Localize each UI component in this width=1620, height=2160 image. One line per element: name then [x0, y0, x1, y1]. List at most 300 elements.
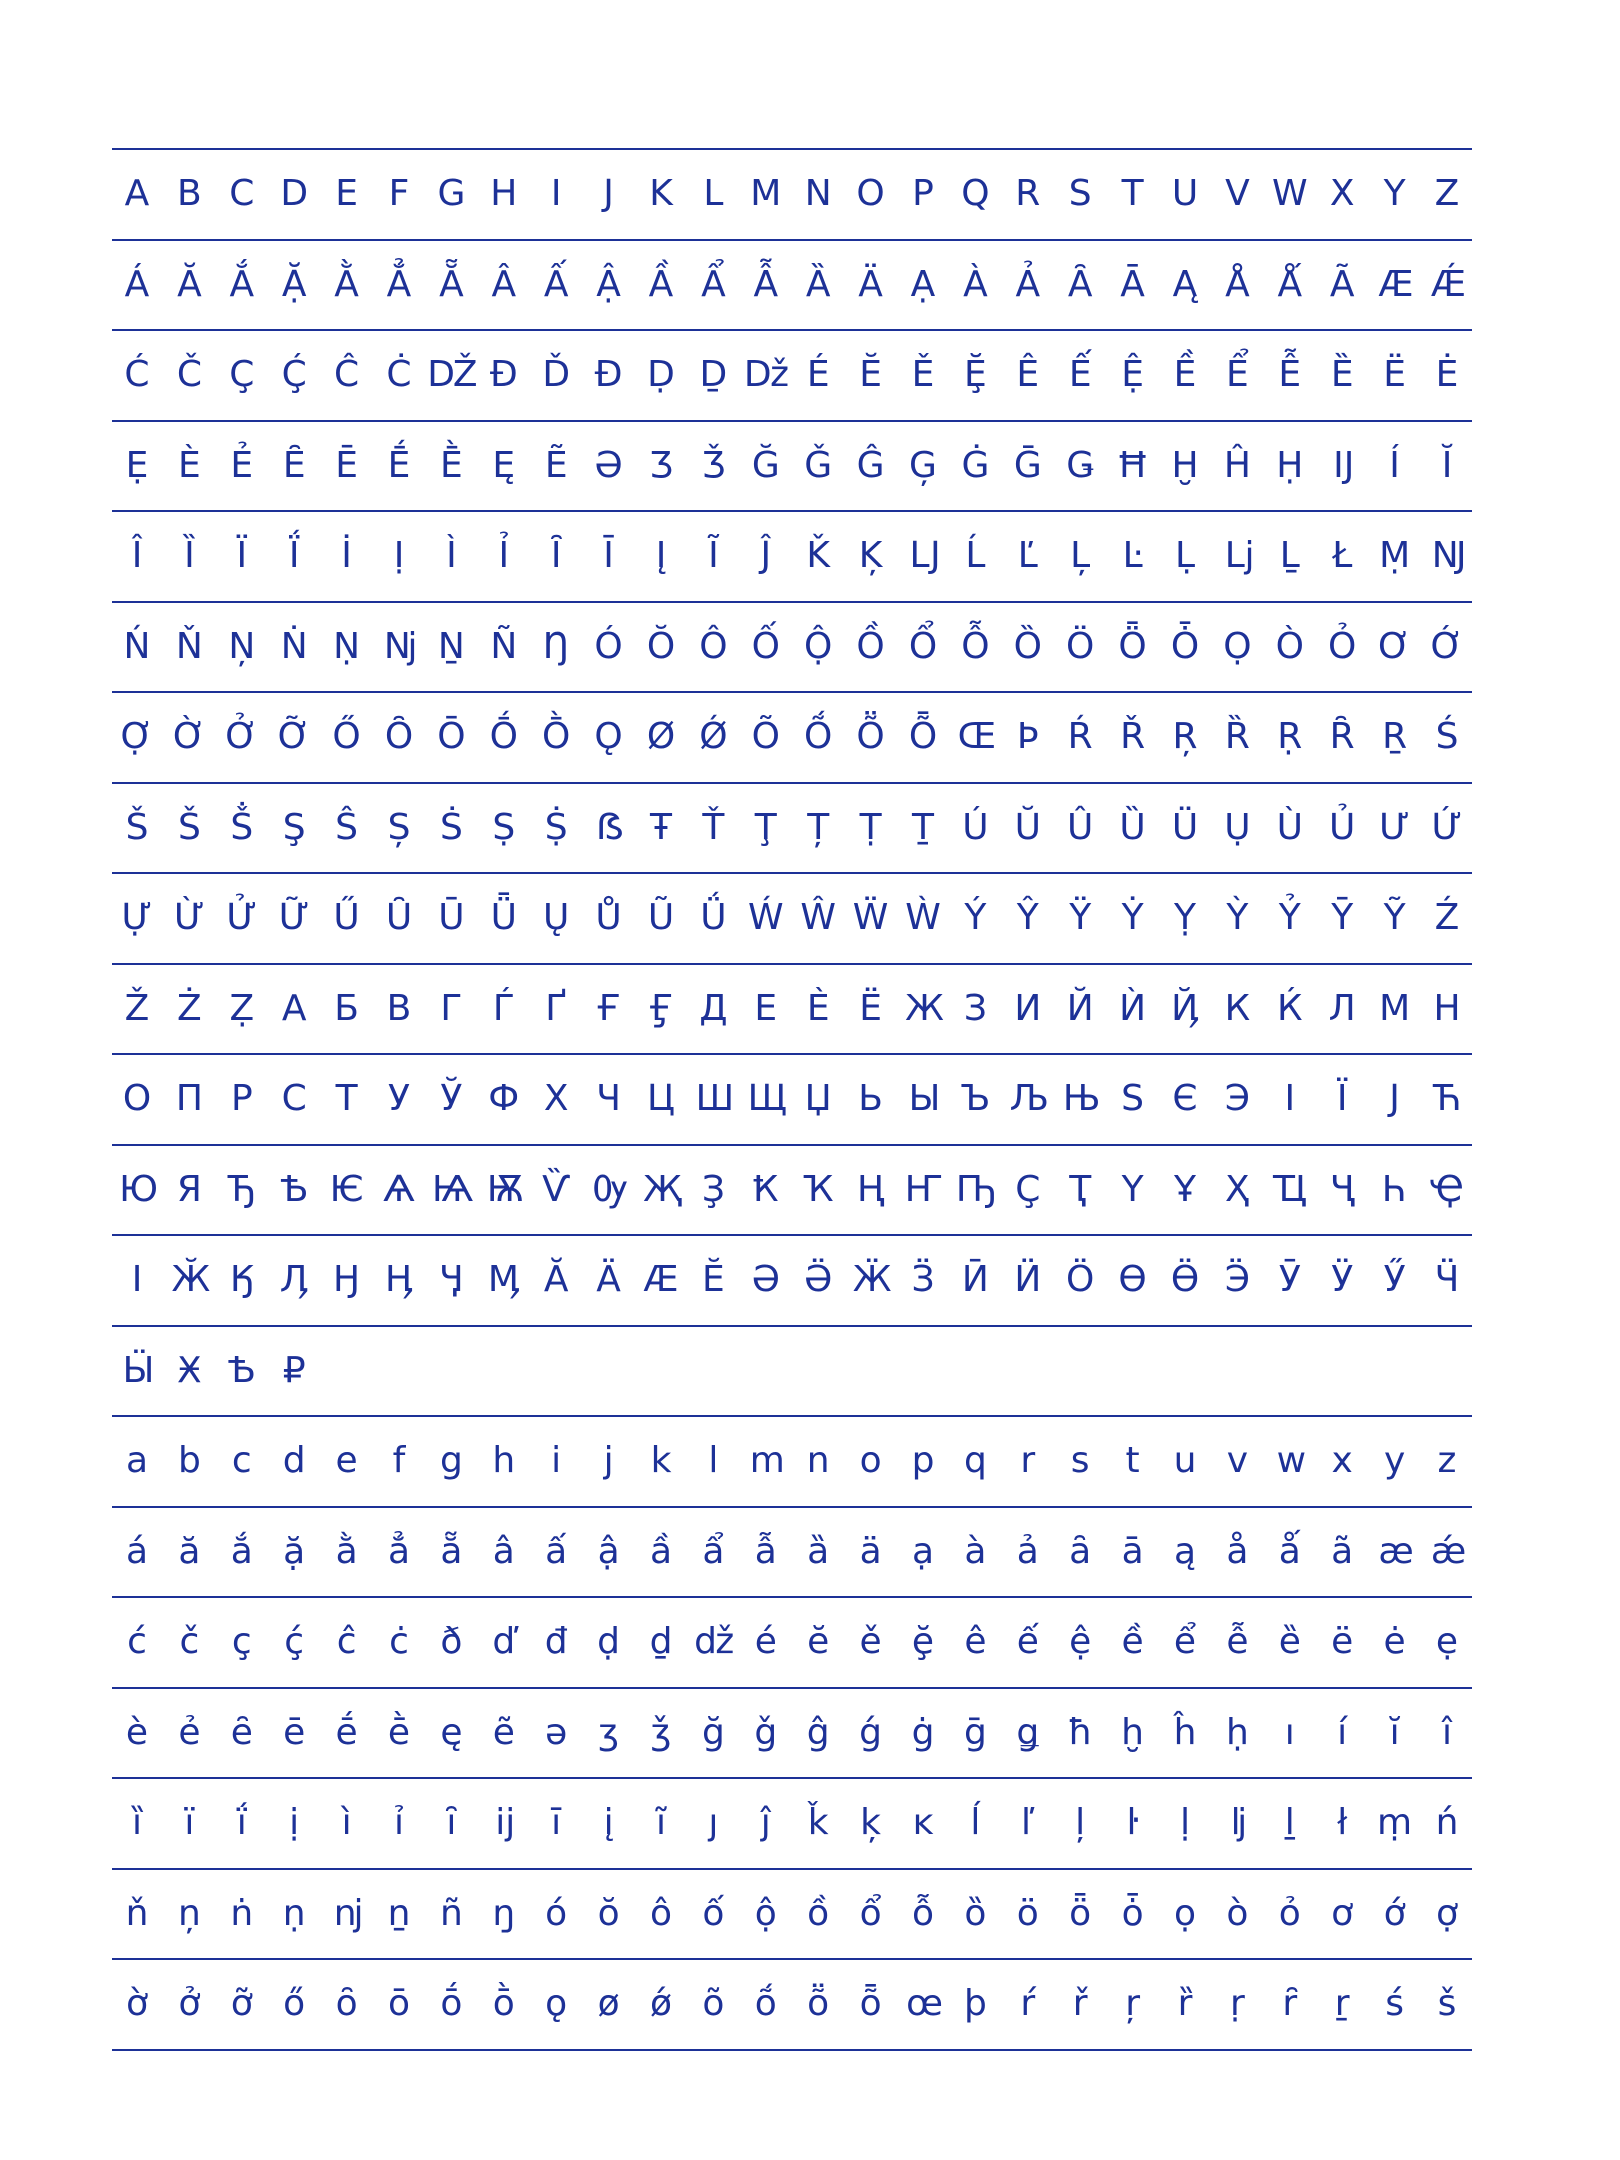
glyph-row [112, 150, 1472, 241]
glyph: Ҫ [1015, 1168, 1041, 1210]
glyph: Ĵ [760, 535, 772, 576]
glyph: Ó [594, 625, 623, 667]
glyph: Я [176, 1168, 202, 1210]
glyph: Í [1389, 444, 1400, 486]
glyph: З [963, 987, 987, 1029]
glyph: Ć [124, 354, 150, 395]
glyph: Ғ [596, 987, 621, 1029]
glyph: Ҳ [1225, 1168, 1250, 1210]
glyph: ħ [1067, 1711, 1093, 1753]
glyph: ṅ [230, 1892, 254, 1934]
glyph: Ǖ [490, 897, 517, 938]
glyph: Ҿ [1430, 1168, 1464, 1210]
glyph: В [386, 987, 412, 1029]
glyph: M [750, 173, 782, 214]
glyph: X [1329, 173, 1355, 214]
glyph: ȉ [131, 1802, 142, 1843]
glyph: Г [440, 987, 463, 1029]
glyph: Ṑ [542, 716, 571, 757]
glyph: ȑ [1177, 1983, 1193, 2024]
glyph: Ặ [281, 263, 307, 305]
glyph-row [112, 1598, 1472, 1689]
glyph: ḯ [236, 1802, 247, 1843]
glyph: œ [906, 1983, 940, 2024]
glyph-row [112, 1779, 1472, 1870]
glyph: Č [176, 354, 202, 395]
glyph: ớ [1383, 1892, 1406, 1934]
glyph: ś [1385, 1983, 1404, 2024]
glyph: đ [544, 1621, 568, 1662]
glyph: ṛ [1229, 1983, 1245, 2024]
glyph: Ҭ [1069, 1168, 1092, 1210]
glyph: p [911, 1440, 935, 1481]
glyph: Î [131, 535, 143, 576]
glyph: è [125, 1711, 149, 1753]
glyph: Ň [175, 625, 203, 667]
glyph: ḡ [963, 1711, 987, 1753]
glyph: ị [289, 1802, 300, 1843]
glyph: æ [1378, 1530, 1411, 1572]
glyph: Ẓ [229, 987, 255, 1029]
glyph: Ṃ [1379, 535, 1411, 576]
glyph-row [112, 422, 1472, 513]
glyph: ṑ [492, 1983, 515, 2024]
glyph: Ӳ [1383, 1259, 1406, 1300]
glyph: Ạ [910, 263, 936, 305]
glyph: Ę [492, 444, 516, 486]
glyph-row [112, 1146, 1472, 1237]
glyph: Ư [1379, 806, 1411, 848]
glyph: Ī [603, 535, 614, 576]
glyph: ȋ [446, 1802, 457, 1843]
glyph: Ô [699, 625, 728, 667]
glyph: Ȃ [1067, 263, 1093, 305]
glyph: í [1337, 1711, 1348, 1753]
glyph: Ẅ [852, 897, 889, 938]
glyph: T [1121, 173, 1144, 214]
glyph: ê [964, 1621, 987, 1662]
glyph: F [388, 173, 410, 214]
glyph: Ш [695, 1078, 732, 1119]
glyph: Ầ [648, 263, 674, 305]
glyph: Џ [804, 1078, 832, 1119]
glyph: Ӭ [1224, 1259, 1250, 1300]
glyph-row [112, 1960, 1472, 2051]
glyph: ã [1331, 1530, 1354, 1572]
glyph: Ҡ [802, 1168, 834, 1210]
glyph: ĥ [1173, 1711, 1197, 1753]
glyph: d [282, 1440, 306, 1481]
glyph: ć [127, 1621, 147, 1662]
glyph: Ȑ [1224, 716, 1250, 757]
glyph: Ŀ [1122, 535, 1143, 576]
glyph-chart [112, 148, 1472, 2051]
glyph: Ȏ [384, 716, 414, 757]
glyph: Ǆ [427, 354, 476, 395]
glyph-row [112, 1508, 1472, 1599]
glyph: Ḕ [440, 444, 463, 486]
glyph: Ӹ [122, 1349, 152, 1391]
glyph: ₽ [282, 1349, 306, 1391]
glyph: Ł [1332, 535, 1353, 576]
glyph: ồ [807, 1892, 830, 1934]
glyph: Ñ [490, 625, 518, 667]
glyph: Ợ [120, 716, 154, 757]
glyph: Й [1066, 987, 1094, 1029]
glyph: ằ [335, 1530, 358, 1572]
glyph: Ỷ [1278, 897, 1301, 938]
glyph: Ṡ [439, 806, 463, 848]
glyph: i [551, 1440, 562, 1481]
glyph: Ĥ [1223, 444, 1251, 486]
glyph: Ў [440, 1078, 463, 1119]
glyph: a [125, 1440, 149, 1481]
glyph: Ǻ [1277, 263, 1303, 305]
glyph: Ụ [1224, 806, 1251, 848]
glyph: Ï [236, 535, 248, 576]
glyph: c [231, 1440, 252, 1481]
glyph: ẫ [754, 1530, 777, 1572]
glyph: ĵ [760, 1802, 771, 1843]
glyph: Ӥ [1014, 1259, 1042, 1300]
glyph: Ȕ [1119, 806, 1146, 848]
glyph: Ə [594, 444, 623, 486]
glyph: Ȭ [908, 716, 938, 757]
glyph: ņ [177, 1892, 201, 1934]
glyph: ó [545, 1892, 568, 1934]
glyph: ʒ [598, 1711, 619, 1753]
glyph: Ở [225, 716, 259, 757]
glyph: ǆ [694, 1621, 733, 1662]
glyph: Ҧ [955, 1168, 995, 1210]
glyph: Ӌ [439, 1259, 464, 1300]
glyph: n [806, 1440, 830, 1481]
glyph: Ħ [1116, 444, 1150, 486]
glyph: Ӕ [643, 1259, 679, 1300]
glyph: Ộ [804, 625, 833, 667]
glyph: Ӑ [543, 1259, 569, 1300]
glyph: Ŧ [650, 806, 672, 848]
glyph: Ä [858, 263, 883, 305]
glyph: Ŋ [542, 625, 570, 667]
glyph: ḏ [649, 1621, 673, 1662]
glyph: Ӫ [1170, 1259, 1200, 1300]
glyph: Ḏ [699, 354, 728, 395]
glyph: Ȱ [1170, 625, 1200, 667]
glyph: Ӯ [1278, 1259, 1301, 1300]
glyph: Đ [594, 354, 623, 395]
glyph: ḗ [335, 1711, 358, 1753]
glyph: ī [551, 1802, 562, 1843]
glyph: ȍ [964, 1892, 987, 1934]
glyph: V [1225, 173, 1250, 214]
glyph: f [392, 1440, 406, 1481]
glyph: Þ [1016, 716, 1039, 757]
glyph: E [335, 173, 358, 214]
glyph: ả [1016, 1530, 1039, 1572]
glyph: ǋ [383, 625, 415, 667]
glyph: I [550, 173, 562, 214]
glyph: Ч [596, 1078, 621, 1119]
glyph: ơ [1331, 1892, 1354, 1934]
glyph: Ĕ [859, 354, 882, 395]
glyph: Ồ [856, 625, 885, 667]
glyph: Ř [1120, 716, 1146, 757]
glyph: Ӻ [648, 987, 674, 1029]
glyph: ḫ [1121, 1711, 1144, 1753]
glyph: Ө [1118, 1259, 1147, 1300]
glyph: ĕ [807, 1621, 830, 1662]
glyph: Х [543, 1078, 569, 1119]
glyph: t [1125, 1440, 1140, 1481]
glyph: þ [963, 1983, 987, 2024]
glyph: ĸ [912, 1802, 934, 1843]
glyph: J [603, 173, 614, 214]
glyph: ỉ [393, 1802, 404, 1843]
glyph: Ȁ [805, 263, 831, 305]
glyph-row [112, 241, 1472, 332]
glyph: ē [283, 1711, 306, 1753]
glyph: Ỉ [498, 535, 510, 576]
glyph-row [112, 1689, 1472, 1780]
glyph: ě [859, 1621, 882, 1662]
glyph: È [178, 444, 201, 486]
glyph: Ǧ [804, 444, 833, 486]
glyph: b [177, 1440, 201, 1481]
glyph: Ự [121, 897, 153, 938]
glyph: Б [334, 987, 359, 1029]
glyph: Ấ [543, 263, 569, 305]
glyph: Ң [857, 1168, 885, 1210]
glyph: ỏ [1278, 1892, 1301, 1934]
glyph: s [1070, 1440, 1090, 1481]
glyph: š [1437, 1983, 1457, 2024]
glyph: Ц [647, 1078, 675, 1119]
glyph: Ģ [909, 444, 937, 486]
glyph: Ỗ [961, 625, 990, 667]
glyph: Ȋ [550, 535, 562, 576]
glyph: Ũ [647, 897, 675, 938]
glyph: ṉ [387, 1892, 411, 1934]
glyph: ẳ [387, 1530, 411, 1572]
glyph-row [112, 512, 1472, 603]
glyph: Ữ [278, 897, 310, 938]
glyph: Ѥ [329, 1168, 364, 1210]
glyph: Â [491, 263, 517, 305]
glyph: Ă [177, 263, 202, 305]
glyph: g [439, 1440, 463, 1481]
glyph: ă [178, 1530, 201, 1572]
glyph: D [280, 173, 309, 214]
glyph: Ắ [229, 263, 255, 305]
glyph: į [603, 1802, 614, 1843]
glyph: Ҋ [1171, 987, 1199, 1029]
glyph: ȁ [807, 1530, 830, 1572]
glyph: Ả [1015, 263, 1041, 305]
glyph: Ť [702, 806, 725, 848]
glyph: Ā [1120, 263, 1145, 305]
glyph: ṍ [754, 1983, 777, 2024]
glyph: ő [283, 1983, 306, 2024]
glyph: Ӄ [229, 1259, 254, 1300]
glyph: Ӛ [804, 1259, 833, 1300]
glyph: C [229, 173, 255, 214]
glyph: Ќ [1277, 987, 1303, 1029]
glyph: å [1226, 1530, 1249, 1572]
glyph: Ò [1275, 625, 1304, 667]
glyph: Ẃ [747, 897, 784, 938]
glyph: Ẩ [701, 263, 726, 305]
glyph: Ú [962, 806, 989, 848]
glyph: Å [1225, 263, 1250, 305]
glyph: z [1437, 1440, 1457, 1481]
glyph-row [112, 1417, 1472, 1508]
glyph: Ṩ [544, 806, 568, 848]
glyph: ḻ [1284, 1802, 1295, 1843]
glyph: ȷ [708, 1802, 719, 1843]
glyph: Ḫ [1171, 444, 1199, 486]
glyph: Ґ [545, 987, 568, 1029]
glyph: Ḍ [647, 354, 675, 395]
glyph: Ү [1121, 1168, 1144, 1210]
glyph: ĉ [336, 1621, 357, 1662]
glyph: Ờ [172, 716, 206, 757]
glyph: ė [1383, 1621, 1406, 1662]
glyph: Ě [911, 354, 935, 395]
glyph: Æ [1378, 263, 1411, 305]
glyph: Ѩ [432, 1168, 471, 1210]
glyph: Ổ [908, 625, 938, 667]
glyph: P [912, 173, 934, 214]
glyph: Ǥ [1066, 444, 1095, 486]
glyph: Ẻ [230, 444, 254, 486]
glyph: ŋ [492, 1892, 516, 1934]
glyph: О [122, 1078, 152, 1119]
glyph: Ҟ [753, 1168, 779, 1210]
glyph: Т [335, 1078, 358, 1119]
glyph: Ӆ [280, 1259, 309, 1300]
glyph: ẞ [596, 806, 621, 848]
glyph: ẽ [492, 1711, 515, 1753]
glyph: İ [341, 535, 352, 576]
glyph: y [1383, 1440, 1406, 1481]
glyph: М [1379, 987, 1411, 1029]
glyph: Ằ [334, 263, 359, 305]
glyph: ą [1173, 1530, 1197, 1572]
glyph: Ů [595, 897, 622, 938]
glyph: Ṍ [804, 716, 833, 757]
glyph: ệ [1069, 1621, 1092, 1662]
glyph: Ѓ [492, 987, 515, 1029]
glyph: ř [1072, 1983, 1088, 2024]
glyph: Ǌ [1431, 535, 1463, 576]
glyph: Ġ [961, 444, 990, 486]
glyph: Ø [646, 716, 676, 757]
glyph: Ỹ [1383, 897, 1406, 938]
glyph: Ẳ [386, 263, 412, 305]
glyph: é [754, 1621, 777, 1662]
glyph: Š [125, 806, 149, 848]
glyph: Ậ [596, 263, 621, 305]
glyph: Ǉ [909, 535, 937, 576]
glyph: Ӣ [961, 1259, 989, 1300]
glyph: Ѕ [1121, 1078, 1145, 1119]
glyph: Ë [1383, 354, 1406, 395]
glyph: Ӿ [177, 1349, 202, 1391]
glyph: Ṅ [280, 625, 308, 667]
glyph: ḕ [387, 1711, 411, 1753]
glyph: Û [1067, 806, 1094, 848]
glyph: ĺ [970, 1802, 981, 1843]
glyph: S [1068, 173, 1092, 214]
glyph: ổ [859, 1892, 882, 1934]
glyph: Ý [964, 897, 987, 938]
glyph: H [490, 173, 518, 214]
glyph: ǥ [1016, 1711, 1040, 1753]
glyph: v [1226, 1440, 1249, 1481]
glyph: G [437, 173, 466, 214]
glyph: Ẵ [439, 263, 464, 305]
glyph: Ê [1016, 354, 1040, 395]
glyph: Р [230, 1078, 253, 1119]
glyph: À [963, 263, 988, 305]
glyph: Ĝ [856, 444, 885, 486]
glyph: e [335, 1440, 358, 1481]
glyph: A [124, 173, 150, 214]
glyph: Ʒ [649, 444, 673, 486]
glyph: Ố [751, 625, 780, 667]
glyph: Ŵ [800, 897, 836, 938]
glyph: ľ [1021, 1802, 1035, 1843]
glyph: Ҷ [1329, 1168, 1355, 1210]
glyph: Ѧ [383, 1168, 415, 1210]
glyph: Ѐ [806, 987, 830, 1029]
glyph: ǵ [859, 1711, 883, 1753]
glyph: â [492, 1530, 515, 1572]
glyph: Ễ [1278, 354, 1302, 395]
glyph: o [859, 1440, 882, 1481]
glyph: Ď [542, 354, 571, 395]
glyph: ġ [911, 1711, 935, 1753]
glyph: Ḯ [288, 535, 300, 576]
glyph: x [1331, 1440, 1353, 1481]
glyph: Ӓ [596, 1259, 621, 1300]
glyph: Ử [226, 897, 258, 938]
glyph: Ѹ [592, 1168, 625, 1210]
glyph: Ъ [960, 1078, 991, 1119]
glyph: Ḉ [281, 354, 307, 395]
glyph: j [603, 1440, 614, 1481]
glyph: ŀ [1126, 1802, 1139, 1843]
glyph: ặ [283, 1530, 306, 1572]
glyph: Ÿ [1069, 897, 1092, 938]
glyph: Ђ [227, 1168, 256, 1210]
glyph: Ь [858, 1078, 883, 1119]
glyph: ẩ [702, 1530, 725, 1572]
glyph: Ѣ [227, 1349, 256, 1391]
glyph: ọ [1173, 1892, 1197, 1934]
glyph: Ị [393, 535, 405, 576]
glyph: Ţ [754, 806, 777, 848]
glyph: Ӱ [1331, 1259, 1354, 1300]
glyph: ấ [545, 1530, 568, 1572]
glyph: Ĩ [708, 535, 719, 576]
glyph: ĩ [655, 1802, 666, 1843]
glyph: Ẏ [1121, 897, 1144, 938]
glyph: Ȅ [1330, 354, 1354, 395]
glyph: Ŷ [1016, 897, 1039, 938]
glyph: ṟ [1334, 1983, 1350, 2024]
